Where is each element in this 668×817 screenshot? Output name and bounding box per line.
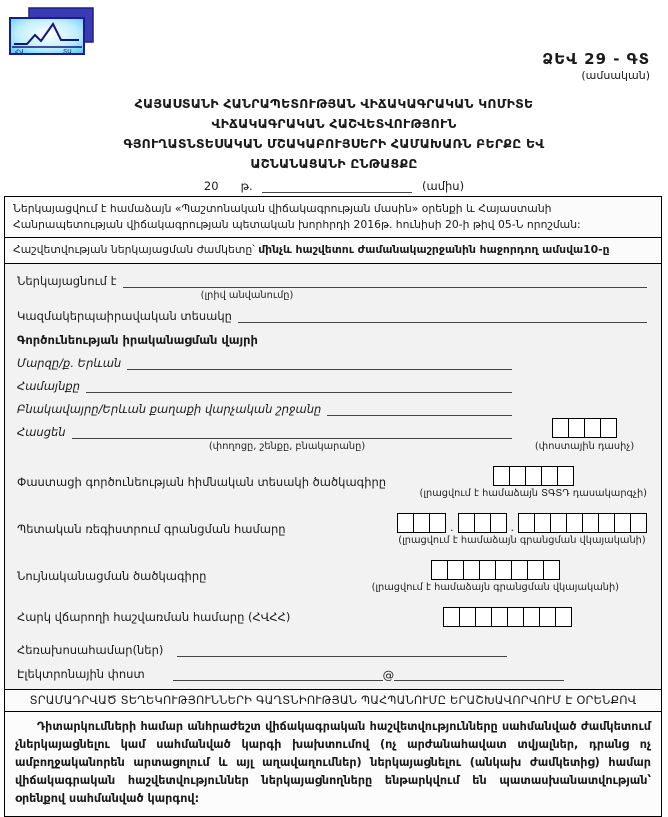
legal-type-label: Կազմակերպաիրավական տեսակը [17,308,232,323]
community-row [17,379,512,393]
input-cell[interactable] [509,466,526,486]
input-cell[interactable] [474,513,491,533]
input-cell[interactable] [479,560,496,580]
input-cell[interactable] [459,607,476,627]
tin-row [17,607,647,627]
input-cell[interactable] [552,418,569,438]
form-sheet [4,196,662,817]
at-symbol: @ [382,667,395,682]
deadline-prefix: Հաշվետվության ներկայացման ժամկետը՝ [13,243,259,257]
report-period-line [0,179,668,193]
report-title-line2: ԱՇՆԱՆԱՑԱՆԻ ԸՆԹԱՑՔԸ [250,156,418,171]
tin-block [443,607,572,627]
settlement-label: Բնակավայրը/Երևան քաղաքի վարչական շրջանը [17,401,322,416]
email-local-blank[interactable] [173,667,383,681]
input-cell[interactable] [511,560,528,580]
legal-type-blank[interactable] [238,309,647,323]
input-cell[interactable] [527,560,544,580]
register-number-label: Պետական ռեգիստրում գրանցման համարը [17,522,286,537]
deadline-value: մինչև հաշվետու ժամանակաշրջանին հաջորդող ամսվա10-ը [258,243,610,257]
input-cell[interactable] [598,513,615,533]
input-cell[interactable] [443,607,460,627]
input-cell[interactable] [429,513,446,533]
input-cell[interactable] [534,513,551,533]
activity-code-boxes[interactable] [493,466,574,486]
postal-hint: (փոստային դասիչ) [534,440,635,452]
org-name: ՀԱՅԱՍՏԱՆԻ ՀԱՆՐԱՊԵՏՈՒԹՅԱՆ ՎԻՃԱԿԱԳՐԱԿԱՆ ԿՈՄԻՏԵ [134,96,534,111]
community-label: Համայնքը [17,378,81,393]
chart-line-logo-icon [8,6,100,66]
postal-code-boxes[interactable] [552,418,617,438]
input-cell[interactable] [614,513,631,533]
input-cell[interactable] [541,466,558,486]
address-row [17,425,512,439]
id-code-hint: (լրացվում է համաձայն գրանցման վկայականի) [371,581,619,593]
input-cell[interactable] [413,513,430,533]
id-code-row [17,560,647,593]
settlement-row [17,402,512,416]
form-code-block [542,50,650,82]
input-cell[interactable] [507,607,524,627]
logo-text-right: ՏԱ [63,48,72,56]
location-section [17,347,647,452]
month-hint: (ամիս) [422,179,465,193]
deadline-row [5,237,661,263]
activity-code-row [17,466,647,499]
phone-row [17,643,647,657]
postal-code-block [512,347,647,452]
submission-basis: Ներկայացվում է համաձայն «Պաշտոնական վիճակագրության մասին» օրենքի և Հայաստանի Հանրապետության վիճակագրության պետական խորհրդի 2016թ. հունիսի 20-ի թիվ 05-Ն որոշման: [13,202,581,231]
liability-note: Դիտարկումների համար անհրաժեշտ վիճակագրական հաշվետվությունները սահմանված ժամկետում չներկայացնելու կամ սահմանված կարգի խախտումով (ոչ արժանահավատ տվյալներ, դրանց ոչ ամբողջականորեն արտացոլում և այլ աղավաղումներ) ներկայացնելու (անկախ ժամկետից) համար վիճակագրական հաշվետվություններ ներկայացնողները ենթարկվում են պատասխանատվության՝ օրենքով սահմանված կարգով: [4,711,662,817]
input-cell[interactable] [600,418,617,438]
register-group-1-boxes[interactable] [397,513,446,533]
phone-label: Հեռախոսահամար(ներ) [17,642,164,657]
register-number-block [397,513,647,546]
tin-boxes[interactable] [443,607,572,627]
email-domain-blank[interactable] [394,667,564,681]
id-code-boxes[interactable] [431,560,560,580]
id-code-block [372,560,619,593]
month-blank[interactable] [262,180,412,193]
form-titles [0,96,668,193]
location-fields [17,347,512,452]
input-cell[interactable] [525,466,542,486]
id-code-label: Նույնականացման ծածկագիրը [17,569,207,584]
presenter-hint: (լրիվ անվանումը) [200,289,294,301]
confidentiality-bar: ՏՐԱՄԱԴՐՎԱԾ ՏԵՂԵԿՈՒԹՅՈՒՆՆԵՐԻ ԳԱՂՏՆԻՈՒԹՅԱՆ ՊԱՀՊԱՆՈՒՄԸ ԵՐԱՇԽԱՎՈՐՎՈՒՄ Է ՕՐԵՆՔՈՎ [4,689,662,712]
tin-label: Հարկ վճարողի հաշվառման համարը (ՀՎՀՀ) [17,609,291,624]
email-label: Էլեկտրոնային փոստ [17,666,145,681]
input-cell[interactable] [397,513,414,533]
respondent-info-box [4,263,662,690]
year-suffix: թ. [240,179,253,193]
register-separator: . [510,520,514,534]
doc-type: ՎԻՃԱԿԱԳՐԱԿԱՆ ՀԱՇՎԵՏՎՈՒԹՅՈՒՆ [211,116,457,131]
form-periodicity: (ամսական) [581,69,650,82]
input-cell[interactable] [495,560,512,580]
input-cell[interactable] [431,560,448,580]
region-label: Մարզը/ք. Երևան [17,355,122,370]
armstat-logo [8,6,100,66]
input-cell[interactable] [630,513,647,533]
input-cell[interactable] [543,560,560,580]
input-cell[interactable] [491,607,508,627]
register-group-3-boxes[interactable] [518,513,647,533]
input-cell[interactable] [463,560,480,580]
year-prefix: 20 [203,179,219,193]
input-cell[interactable] [490,513,507,533]
input-cell[interactable] [458,513,475,533]
input-cell[interactable] [555,607,572,627]
register-separator: . [450,520,454,534]
input-cell[interactable] [568,418,585,438]
input-cell[interactable] [475,607,492,627]
legal-type-row [17,309,647,323]
register-number-hint: (լրացվում է համաձայն գրանցման վկայականի) [398,534,646,546]
phone-blank[interactable] [177,643,507,657]
community-blank[interactable] [86,379,512,393]
input-cell[interactable] [539,607,556,627]
location-heading: Գործունեության իրականացման վայրի [17,332,258,347]
register-group-2-boxes[interactable] [458,513,507,533]
input-cell[interactable] [493,466,510,486]
input-cell[interactable] [523,607,540,627]
region-row [17,356,512,370]
activity-code-label: Փաստացի գործունեության հիմնական տեսակի ծածկագիրը [17,475,387,490]
report-title-line1: ԳՅՈՒՂԱՏՆՏԵՍԱԿԱՆ ՄՇԱԿԱԲՈՒՅՍԵՐԻ ՀԱՄԱԽԱՌՆ ԲԵՐՔԸ ԵՎ [123,136,545,151]
address-hint: (փողոցը, շենքը, բնակարանը) [208,440,366,452]
input-cell[interactable] [550,513,567,533]
email-row [17,667,647,681]
presenter-blank[interactable] [123,274,648,288]
region-blank[interactable] [127,356,512,370]
address-blank[interactable] [72,425,512,439]
form-code: ՁԵՎ 29 - ԳՏ [542,50,650,68]
input-cell[interactable] [518,513,535,533]
register-number-row [17,513,647,546]
logo-text-left: ՀՎ [15,48,24,56]
input-cell[interactable] [584,418,601,438]
input-cell[interactable] [566,513,583,533]
activity-code-hint: (լրացվում է համաձայն ՏԳՏԴ դասակարգչի) [419,487,647,499]
register-number-grids [397,513,647,533]
presenter-row [17,274,647,288]
input-cell[interactable] [582,513,599,533]
input-cell[interactable] [557,466,574,486]
activity-code-block [420,466,647,499]
presenter-label: Ներկայացնում է [17,273,117,288]
legal-basis-box [4,196,662,264]
address-label: Հասցեն [17,424,66,439]
settlement-blank[interactable] [327,402,512,416]
input-cell[interactable] [447,560,464,580]
